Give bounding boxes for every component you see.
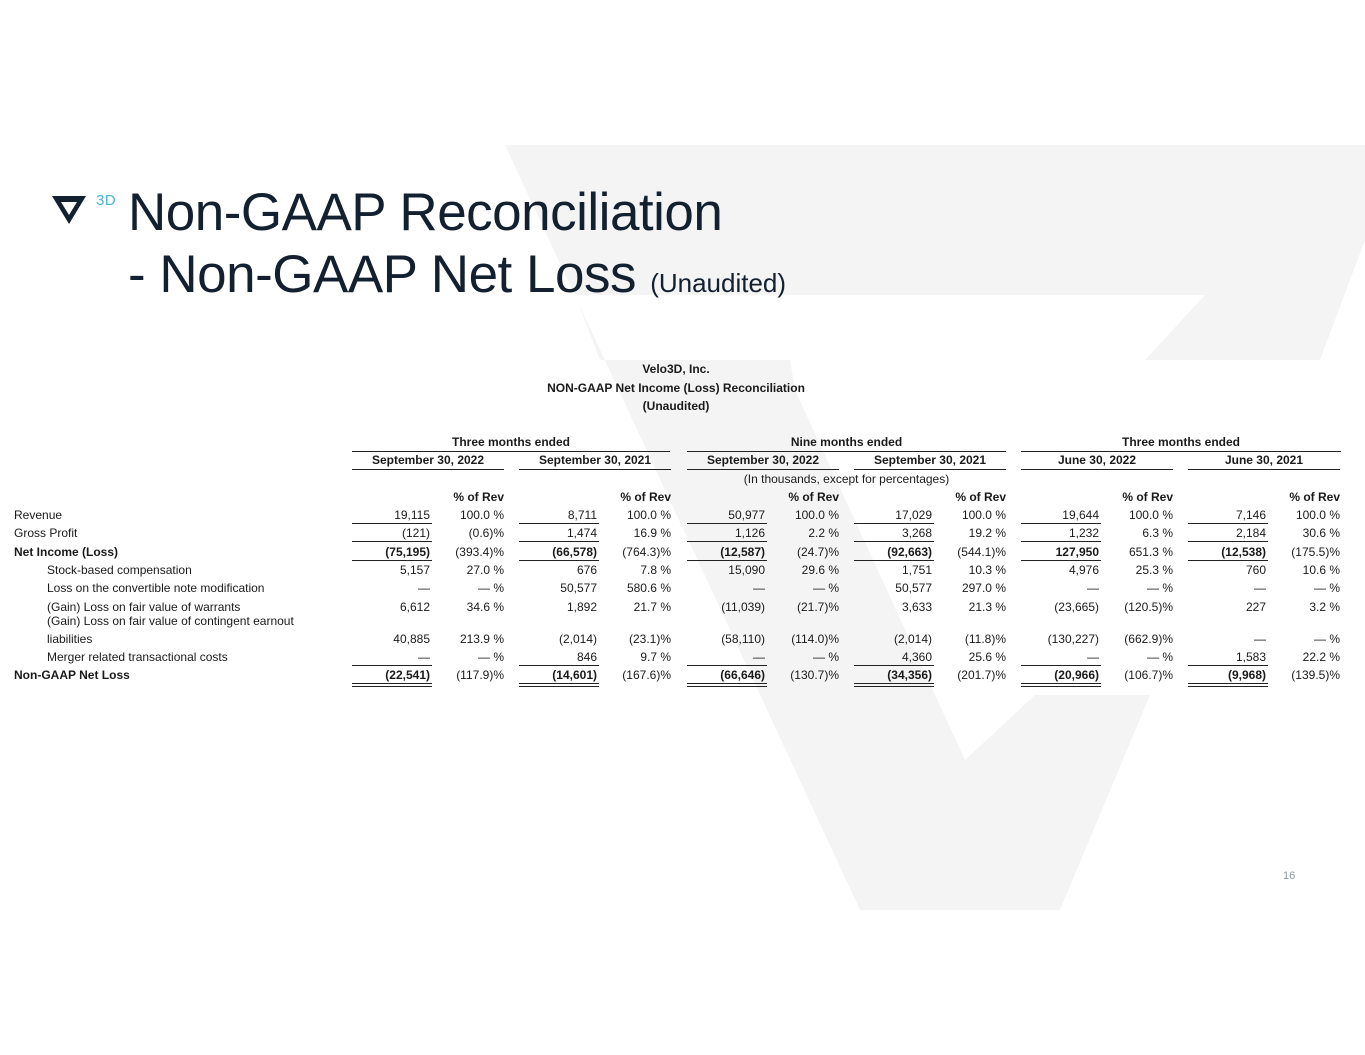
value-cell: (58,110) <box>721 632 765 646</box>
percent-cell: 21.3 % <box>968 600 1006 614</box>
value-cell: (22,541) <box>385 668 430 682</box>
value-cell: 50,577 <box>895 581 932 595</box>
percent-cell: (544.1)% <box>957 545 1006 559</box>
percent-cell: (114.0)% <box>791 632 839 646</box>
value-cell: 3,633 <box>901 600 932 614</box>
value-cell: (121) <box>401 526 430 540</box>
subtotal-underline <box>854 665 934 666</box>
value-cell: — <box>418 581 430 595</box>
percent-cell: (393.4)% <box>455 545 504 559</box>
report-title: NON-GAAP Net Income (Loss) Reconciliation <box>547 380 805 395</box>
gross-profit-underline <box>854 541 934 542</box>
percent-cell: 7.8 % <box>640 563 671 577</box>
group-underline <box>352 451 670 452</box>
group-header: Three months ended <box>1121 435 1240 449</box>
percent-cell: — % <box>1146 650 1173 664</box>
group-underline <box>1021 451 1341 452</box>
percent-cell: 25.6 % <box>968 650 1006 664</box>
percent-cell: — % <box>477 650 504 664</box>
subtotal-underline <box>1021 665 1101 666</box>
period-underline <box>687 469 839 470</box>
group-header: Nine months ended <box>790 435 903 449</box>
percent-cell: (11.8)% <box>964 632 1006 646</box>
value-cell: 1,126 <box>734 526 765 540</box>
value-cell: — <box>418 650 430 664</box>
row-label: Loss on the convertible note modification <box>47 581 265 595</box>
value-cell: — <box>1087 650 1099 664</box>
value-cell: — <box>1087 581 1099 595</box>
percent-cell: — % <box>1313 581 1340 595</box>
value-cell: 8,711 <box>567 508 597 522</box>
value-cell: (11,039) <box>721 600 765 614</box>
value-cell: 5,157 <box>399 563 430 577</box>
percent-cell: 100.0 % <box>626 508 671 522</box>
gross-profit-underline <box>1021 541 1101 542</box>
period-underline <box>519 469 671 470</box>
percent-cell: — % <box>1146 581 1173 595</box>
total-double-underline <box>352 683 432 687</box>
pct-header: % of Rev <box>453 490 504 504</box>
value-cell: (20,966) <box>1054 668 1099 682</box>
percent-cell: — % <box>812 650 839 664</box>
value-cell: 17,029 <box>895 508 932 522</box>
percent-cell: (662.9)% <box>1124 632 1173 646</box>
pct-header: % of Rev <box>955 490 1006 504</box>
percent-cell: 3.2 % <box>1309 600 1340 614</box>
value-cell: (130,227) <box>1047 632 1099 646</box>
title-line-2-main: - Non-GAAP Net Loss <box>128 245 636 304</box>
percent-cell: (120.5)% <box>1124 600 1173 614</box>
value-cell: (75,195) <box>385 545 430 559</box>
revenue-underline <box>1188 523 1268 524</box>
value-cell: (34,356) <box>887 668 932 682</box>
value-cell: (92,663) <box>887 545 932 559</box>
title-subtitle: (Unaudited) <box>650 268 787 298</box>
value-cell: 19,115 <box>394 508 430 522</box>
percent-cell: 27.0 % <box>466 563 504 577</box>
value-cell: 7,146 <box>1235 508 1266 522</box>
revenue-underline <box>1021 523 1101 524</box>
percent-cell: 100.0 % <box>459 508 504 522</box>
value-cell: (23,665) <box>1054 600 1099 614</box>
revenue-underline <box>854 523 934 524</box>
percent-cell: — % <box>477 581 504 595</box>
logo-3d-text: 3D <box>96 192 117 209</box>
percent-cell: 580.6 % <box>626 581 671 595</box>
period-underline <box>352 469 504 470</box>
value-cell: (12,538) <box>1221 545 1266 559</box>
company-name: Velo3D, Inc. <box>642 362 710 376</box>
pct-header: % of Rev <box>1289 490 1340 504</box>
value-cell: (66,646) <box>720 668 765 682</box>
percent-cell: (24.7)% <box>796 545 839 559</box>
value-cell: 50,977 <box>728 508 765 522</box>
value-cell: 127,950 <box>1055 545 1099 559</box>
net-income-underline <box>1021 560 1101 561</box>
percent-cell: (0.6)% <box>468 526 504 540</box>
percent-cell: 213.9 % <box>459 632 504 646</box>
value-cell: — <box>1254 581 1266 595</box>
percent-cell: 2.2 % <box>808 526 839 540</box>
period-header: June 30, 2022 <box>1057 453 1137 467</box>
value-cell: 4,976 <box>1068 563 1099 577</box>
net-income-underline <box>352 560 432 561</box>
value-cell: 2,184 <box>1235 526 1266 540</box>
period-header: September 30, 2021 <box>538 453 652 467</box>
pct-header: % of Rev <box>620 490 671 504</box>
row-label: Gross Profit <box>14 526 78 540</box>
percent-cell: 100.0 % <box>1128 508 1173 522</box>
value-cell: (14,601) <box>552 668 597 682</box>
net-income-underline <box>519 560 599 561</box>
period-header: June 30, 2021 <box>1224 453 1304 467</box>
value-cell: (12,587) <box>720 545 765 559</box>
group-underline <box>687 451 1006 452</box>
percent-cell: 30.6 % <box>1302 526 1340 540</box>
percent-cell: 297.0 % <box>961 581 1006 595</box>
subtotal-underline <box>519 665 599 666</box>
percent-cell: 100.0 % <box>961 508 1006 522</box>
revenue-underline <box>519 523 599 524</box>
value-cell: 1,474 <box>566 526 597 540</box>
total-double-underline <box>1188 683 1268 687</box>
percent-cell: 10.6 % <box>1302 563 1340 577</box>
pct-header: % of Rev <box>1122 490 1173 504</box>
value-cell: 40,885 <box>393 632 430 646</box>
gross-profit-underline <box>352 541 432 542</box>
row-label: Net Income (Loss) <box>14 545 119 559</box>
subtotal-underline <box>1188 665 1268 666</box>
value-cell: 1,232 <box>1068 526 1099 540</box>
percent-cell: 22.2 % <box>1302 650 1340 664</box>
gross-profit-underline <box>1188 541 1268 542</box>
revenue-underline <box>687 523 767 524</box>
percent-cell: — % <box>1313 632 1340 646</box>
percent-cell: 25.3 % <box>1135 563 1173 577</box>
period-header: September 30, 2022 <box>706 453 820 467</box>
value-cell: 50,577 <box>560 581 597 595</box>
percent-cell: (130.7)% <box>790 668 839 682</box>
period-underline <box>1021 469 1173 470</box>
percent-cell: 10.3 % <box>968 563 1006 577</box>
value-cell: 6,612 <box>399 600 430 614</box>
percent-cell: (117.9)% <box>456 668 504 682</box>
period-header: September 30, 2021 <box>873 453 987 467</box>
percent-cell: 100.0 % <box>794 508 839 522</box>
net-income-underline <box>687 560 767 561</box>
percent-cell: 6.3 % <box>1142 526 1173 540</box>
value-cell: 19,644 <box>1062 508 1099 522</box>
row-label: Non-GAAP Net Loss <box>14 668 130 682</box>
value-cell: — <box>753 650 765 664</box>
value-cell: 1,583 <box>1235 650 1266 664</box>
page-number: 16 <box>1283 870 1296 882</box>
percent-cell: 100.0 % <box>1295 508 1340 522</box>
row-label: Revenue <box>14 508 63 522</box>
period-underline <box>1188 469 1340 470</box>
group-header: Three months ended <box>451 435 570 449</box>
total-double-underline <box>687 683 767 687</box>
row-label: Merger related transactional costs <box>47 650 228 664</box>
value-cell: — <box>753 581 765 595</box>
percent-cell: 651.3 % <box>1128 545 1173 559</box>
title-line-1: Non-GAAP Reconciliation <box>128 183 723 242</box>
percent-cell: — % <box>812 581 839 595</box>
percent-cell: (23.1)% <box>628 632 671 646</box>
percent-cell: (175.5)% <box>1291 545 1340 559</box>
percent-cell: 9.7 % <box>640 650 671 664</box>
value-cell: (2,014) <box>558 632 597 646</box>
total-double-underline <box>854 683 934 687</box>
row-label: (Gain) Loss on fair value of contingent earnout <box>47 614 294 628</box>
value-cell: 846 <box>576 650 597 664</box>
percent-cell: 21.7 % <box>633 600 671 614</box>
row-label: (Gain) Loss on fair value of warrants <box>47 600 241 614</box>
net-income-underline <box>854 560 934 561</box>
value-cell: 227 <box>1245 600 1266 614</box>
gross-profit-underline <box>687 541 767 542</box>
value-cell: (2,014) <box>893 632 932 646</box>
percent-cell: 29.6 % <box>801 563 839 577</box>
value-cell: 760 <box>1245 563 1266 577</box>
percent-cell: 16.9 % <box>633 526 671 540</box>
period-header: September 30, 2022 <box>371 453 485 467</box>
row-label-continued: liabilities <box>47 632 93 646</box>
value-cell: 4,360 <box>901 650 932 664</box>
percent-cell: (764.3)% <box>622 545 671 559</box>
units-note: (In thousands, except for percentages) <box>743 472 950 486</box>
period-underline <box>854 469 1006 470</box>
percent-cell: 34.6 % <box>466 600 504 614</box>
value-cell: 676 <box>576 563 597 577</box>
percent-cell: (167.6)% <box>622 668 671 682</box>
percent-cell: (21.7)% <box>796 600 839 614</box>
percent-cell: (139.5)% <box>1291 668 1340 682</box>
subtotal-underline <box>687 665 767 666</box>
subtotal-underline <box>352 665 432 666</box>
row-label: Stock-based compensation <box>47 563 192 577</box>
pct-header: % of Rev <box>788 490 839 504</box>
percent-cell: (201.7)% <box>957 668 1006 682</box>
net-income-underline <box>1188 560 1268 561</box>
value-cell: 15,090 <box>728 563 765 577</box>
report-unaudited: (Unaudited) <box>642 399 710 413</box>
value-cell: — <box>1254 632 1266 646</box>
gross-profit-underline <box>519 541 599 542</box>
value-cell: (9,968) <box>1227 668 1266 682</box>
value-cell: 1,751 <box>901 563 932 577</box>
total-double-underline <box>1021 683 1101 687</box>
value-cell: (66,578) <box>552 545 597 559</box>
revenue-underline <box>352 523 432 524</box>
value-cell: 1,892 <box>566 600 597 614</box>
value-cell: 3,268 <box>901 526 932 540</box>
percent-cell: (106.7)% <box>1124 668 1173 682</box>
total-double-underline <box>519 683 599 687</box>
percent-cell: 19.2 % <box>968 526 1006 540</box>
